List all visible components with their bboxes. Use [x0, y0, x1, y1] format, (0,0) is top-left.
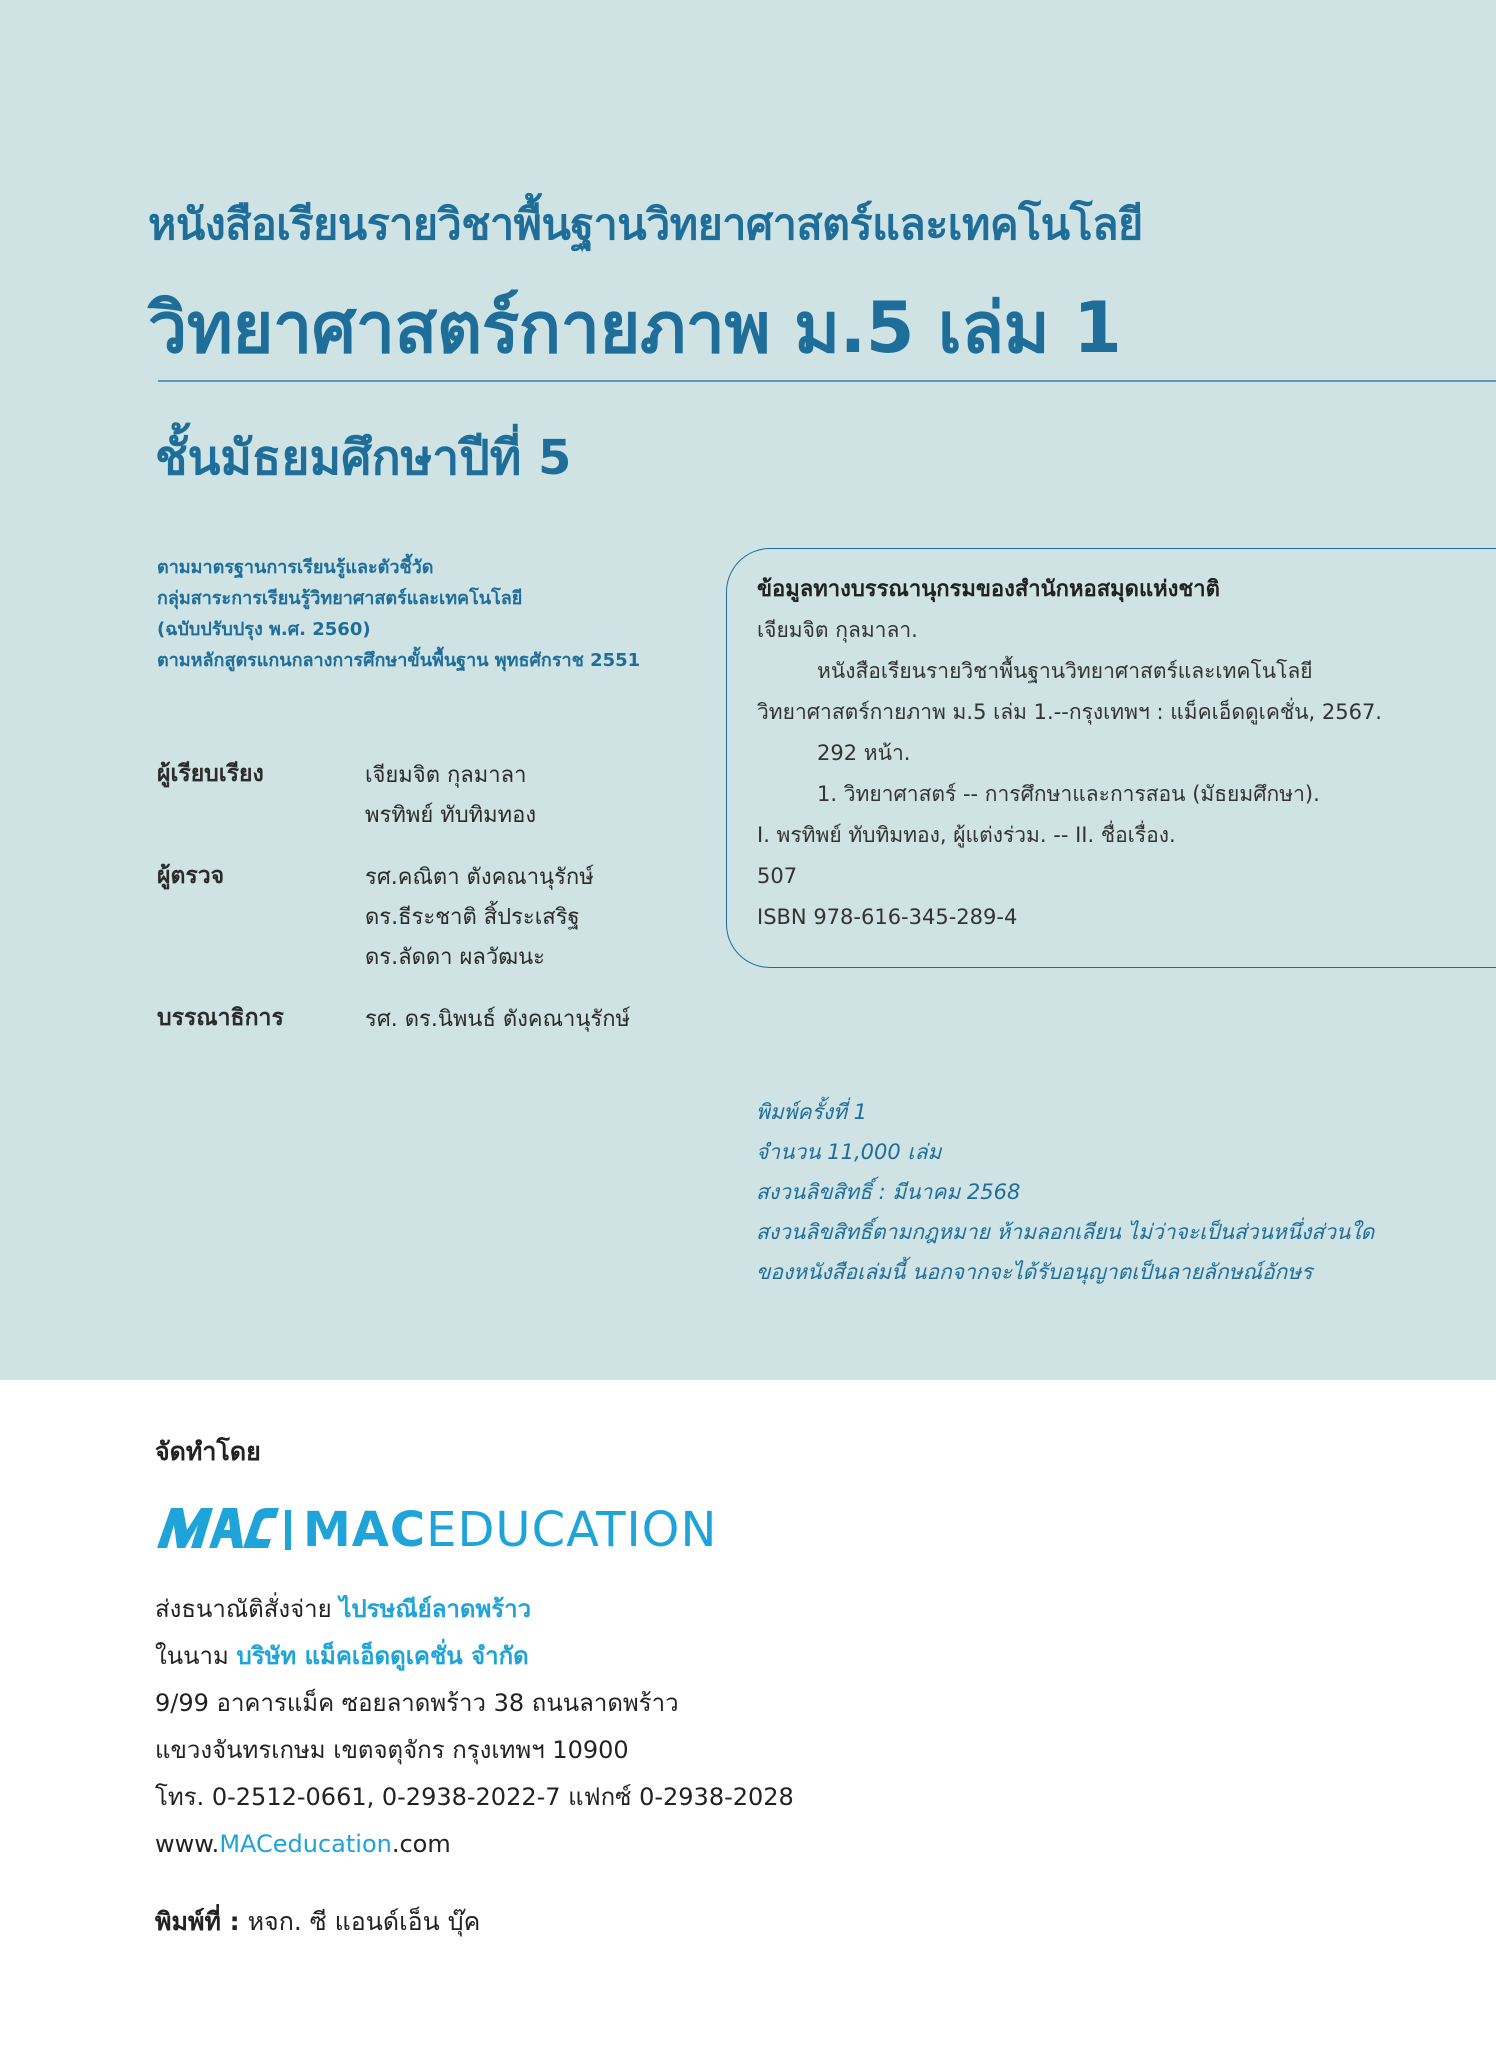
print-info-line: พิมพ์ครั้งที่ 1	[756, 1100, 867, 1124]
money-order-value: ไปรษณีย์ลาดพร้าว	[339, 1595, 532, 1623]
standards-line: ตามมาตรฐานการเรียนรู้และตัวชี้วัด	[157, 557, 434, 578]
credit-role: ผู้ตรวจ	[157, 863, 225, 889]
payee-line	[155, 1633, 794, 1680]
credit-role: บรรณาธิการ	[157, 1005, 284, 1031]
grade-level: ชั้นมัธยมศึกษาปีที่ 5	[155, 430, 572, 486]
logo-text-education: EDUCATION	[426, 1502, 718, 1558]
address-line-1: 9/99 อาคารแม็ค ซอยลาดพร้าว 38 ถนนลาดพร้าว	[155, 1689, 679, 1717]
phone-line: โทร. 0-2512-0661, 0-2938-2022-7 แฟกซ์ 0-2938-2028	[155, 1783, 794, 1811]
publisher-contact	[155, 1586, 794, 1868]
logo-wordmark	[303, 1502, 717, 1558]
credit-editor	[157, 1000, 630, 1040]
print-info-line: สงวนลิขสิทธิ์ตามกฎหมาย ห้ามลอกเลียน ไม่ว่าจะเป็นส่วนหนึ่งส่วนใด	[756, 1220, 1375, 1244]
book-title: วิทยาศาสตร์กายภาพ ม.5 เล่ม 1	[148, 287, 1122, 369]
cip-line: 292 หน้า.	[817, 741, 911, 765]
cip-line: หนังสือเรียนรายวิชาพื้นฐานวิทยาศาสตร์และเทคโนโลยี	[817, 659, 1313, 683]
credit-role: ผู้เรียบเรียง	[157, 761, 264, 787]
credits-list	[157, 756, 630, 1062]
mac-education-logo	[157, 1502, 797, 1558]
produced-by-label: จัดทำโดย	[155, 1437, 261, 1466]
website-prefix: www.	[155, 1830, 220, 1858]
print-info-line: สงวนลิขสิทธิ์ : มีนาคม 2568	[756, 1180, 1021, 1204]
cip-line: 1. วิทยาศาสตร์ -- การศึกษาและการสอน (มัธยมศึกษา).	[817, 782, 1320, 806]
logo-divider	[285, 1510, 291, 1550]
payee-label: ในนาม	[155, 1642, 229, 1670]
standards-line: (ฉบับปรับปรุง พ.ศ. 2560)	[157, 619, 371, 640]
cip-catalog-box	[726, 548, 1496, 968]
credit-authors	[157, 756, 630, 836]
printer-line	[155, 1902, 480, 1942]
credit-name: รศ.คณิตา ตังคณานุรักษ์	[365, 865, 594, 890]
website-suffix: .com	[391, 1830, 451, 1858]
series-title: หนังสือเรียนรายวิชาพื้นฐานวิทยาศาสตร์และเทคโนโลยี	[148, 200, 1143, 250]
credit-name: รศ. ดร.นิพนธ์ ตังคณานุรักษ์	[365, 1007, 631, 1032]
address-line-2: แขวงจันทรเกษม เขตจตุจักร กรุงเทพฯ 10900	[155, 1736, 629, 1764]
cip-heading: ข้อมูลทางบรรณานุกรมของสำนักหอสมุดแห่งชาติ	[757, 577, 1220, 602]
print-info	[756, 1092, 1374, 1292]
mac-logo-icon	[157, 1508, 279, 1548]
cip-line: I. พรทิพย์ ทับทิมทอง, ผู้แต่งร่วม. -- II. ชื่อเรื่อง.	[757, 823, 1176, 847]
website-link[interactable]	[155, 1821, 794, 1868]
standards-line: กลุ่มสาระการเรียนรู้วิทยาศาสตร์และเทคโนโลยี	[157, 588, 523, 609]
cip-line: 507	[757, 864, 798, 888]
standards-line: ตามหลักสูตรแกนกลางการศึกษาขั้นพื้นฐาน พุทธศักราช 2551	[157, 650, 641, 671]
money-order-label: ส่งธนาณัติสั่งจ่าย	[155, 1595, 332, 1623]
printer-value: หจก. ซี แอนด์เอ็น บุ๊ค	[247, 1907, 481, 1936]
credit-name: ดร.ธีระชาติ สิ้ประเสริฐ	[365, 905, 580, 930]
credit-name: พรทิพย์ ทับทิมทอง	[365, 803, 537, 828]
cip-line: วิทยาศาสตร์กายภาพ ม.5 เล่ม 1.--กรุงเทพฯ : แม็คเอ็ดดูเคชั่น, 2567.	[757, 700, 1382, 724]
print-info-line: จำนวน 11,000 เล่ม	[756, 1140, 942, 1164]
money-order-line	[155, 1586, 794, 1633]
credit-reviewers	[157, 858, 630, 978]
print-info-line: ของหนังสือเล่มนี้ นอกจากจะได้รับอนุญาตเป็นลายลักษณ์อักษร	[756, 1260, 1313, 1284]
cip-isbn: ISBN 978-616-345-289-4	[757, 905, 1018, 929]
curriculum-standards	[157, 552, 640, 676]
credit-name: ดร.ลัดดา ผลวัฒนะ	[365, 945, 545, 970]
payee-value: บริษัท แม็คเอ็ดดูเคชั่น จำกัด	[236, 1642, 529, 1670]
cip-line: เจียมจิต กุลมาลา.	[757, 618, 918, 642]
printer-label: พิมพ์ที่ :	[155, 1907, 240, 1936]
logo-text-mac: MAC	[303, 1502, 427, 1558]
title-divider	[158, 380, 1496, 382]
credit-name: เจียมจิต กุลมาลา	[365, 763, 527, 788]
website-brand: MACeducation	[219, 1830, 392, 1858]
